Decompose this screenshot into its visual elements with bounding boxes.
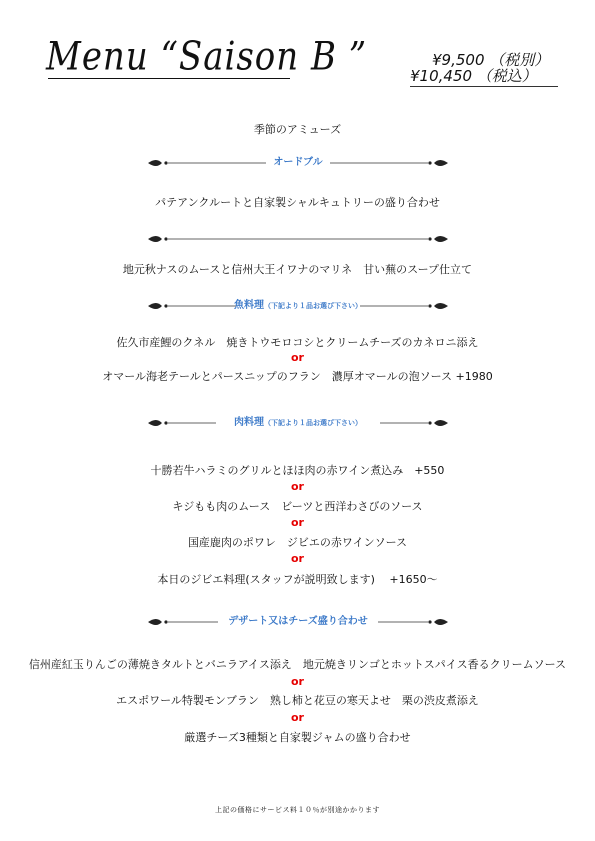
- dessert-item-3: 厳選チーズ3種類と自家製ジャムの盛り合わせ: [184, 731, 411, 744]
- meat-item-3: 国産鹿肉のポワレ ジビエの赤ワインソース: [187, 536, 408, 549]
- section-note-meat: （下記より１品お選び下さい）: [264, 419, 362, 427]
- section-title-fish: [148, 299, 448, 313]
- plain-divider: [148, 229, 448, 239]
- section-note-fish: （下記より１品お選び下さい）: [264, 302, 362, 310]
- section-title-meat-text: 肉料理: [234, 417, 264, 428]
- or-label: or: [291, 351, 304, 364]
- meat-item-2: キジもも肉のムース ビーツと西洋わさびのソース: [172, 500, 423, 513]
- fish-item-2: オマール海老テールとパースニップのフラン 濃厚オマールの泡ソース +1980: [102, 370, 493, 383]
- price-underline: [410, 86, 558, 87]
- fish-item-1: 佐久市産鯉のクネル 焼きトウモロコシとクリームチーズのカネロニ添え: [116, 336, 479, 349]
- price-excl-tax: ¥9,500 （税別）: [432, 51, 550, 69]
- section-divider-hors-doeuvre: [148, 156, 448, 170]
- title-underline: [48, 78, 290, 79]
- or-label: or: [291, 675, 304, 688]
- amuse-item: 季節のアミューズ: [253, 123, 342, 136]
- section-title-hors-doeuvre: オードブル: [273, 157, 323, 168]
- price-incl-tax: ¥10,450 （税込）: [410, 67, 537, 85]
- section-title-meat: [148, 416, 448, 430]
- soup-item: 地元秋ナスのムースと信州大王イワナのマリネ 甘い蕪のスープ仕立て: [122, 263, 473, 276]
- section-title-dessert: デザート又はチーズ盛り合わせ: [228, 616, 368, 627]
- dessert-item-1: 信州産紅玉りんごの薄焼きタルトとバニラアイス添え 地元焼きリンゴとホットスパイス香るクリームソース: [28, 658, 567, 671]
- service-charge-note: 上記の価格にサービス料１０％が別途かかります: [215, 806, 380, 814]
- section-divider-fish: [148, 299, 448, 313]
- or-label: or: [291, 480, 304, 493]
- dessert-item-2: エスポワール特製モンブラン 熟し柿と花豆の寒天よせ 栗の渋皮煮添え: [116, 694, 479, 707]
- hors-doeuvre-item: パテアンクルートと自家製シャルキュトリーの盛り合わせ: [155, 196, 440, 209]
- section-title-fish-text: 魚料理: [234, 300, 264, 311]
- or-label: or: [291, 516, 304, 529]
- or-label: or: [291, 552, 304, 565]
- meat-item-1: 十勝若牛ハラミのグリルとほほ肉の赤ワイン煮込み +550: [150, 464, 445, 477]
- menu-title: Menu “Saison B ”: [46, 34, 368, 80]
- or-label: or: [291, 711, 304, 724]
- meat-item-4: 本日のジビエ料理(スタッフが説明致します) +1650〜: [157, 573, 438, 586]
- section-divider-meat: [148, 416, 448, 430]
- section-divider-dessert: [148, 615, 448, 629]
- flourish-divider-icon: [148, 234, 448, 244]
- price-box: [410, 52, 560, 87]
